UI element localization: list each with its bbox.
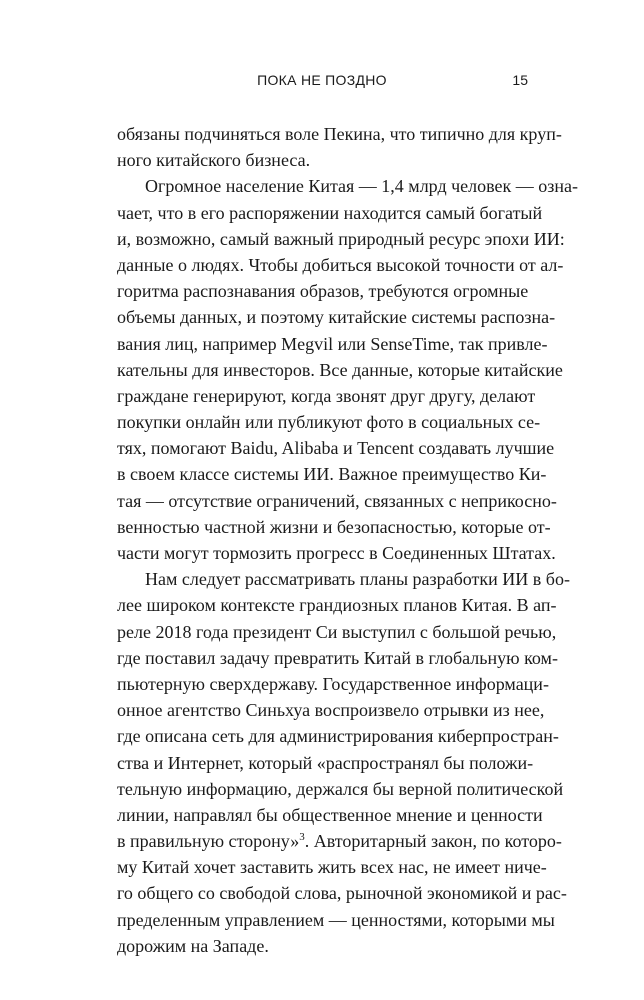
footnote-marker: 3 <box>299 831 305 844</box>
page-header <box>0 72 644 94</box>
text-line: пьютерную сверхдержаву. Государственное информаци- <box>117 673 549 694</box>
running-title: ПОКА НЕ ПОЗДНО <box>257 72 387 88</box>
text-line: лее широком контексте грандиозных планов Китая. В ап- <box>117 595 557 616</box>
text-line: и, возможно, самый важный природный ресурс эпохи ИИ: <box>117 228 565 249</box>
text-line: реле 2018 года президент Си выступил с большой речью, <box>117 621 557 642</box>
text-fragment: . Авторитарный закон, по которо- <box>304 831 562 852</box>
text-line: Огромное население Китая — 1,4 млрд человек — озна- <box>145 176 578 197</box>
text-line: граждане генерируют, когда звонят друг другу, делают <box>117 385 536 406</box>
text-line: горитма распознавания образов, требуются огромные <box>117 281 529 302</box>
text-line: где описана сеть для администрирования киберпростран- <box>117 726 559 747</box>
text-line: дорожим на Западе. <box>117 935 269 956</box>
text-line: венностью частной жизни и безопасностью, которые от- <box>117 516 551 537</box>
text-line: тельную информацию, держался бы верной политической <box>117 778 564 799</box>
text-line: вания лиц, например Megvil или SenseTime, так привле- <box>117 333 548 354</box>
page-number: 15 <box>512 72 528 88</box>
text-line: кательны для инвесторов. Все данные, которые китайские <box>117 359 563 380</box>
text-line: пределенным управлением — ценностями, которыми мы <box>117 909 555 930</box>
text-line: го общего со свободой слова, рыночной экономикой и рас- <box>117 883 567 904</box>
text-line: части могут тормозить прогресс в Соединенных Штатах. <box>117 543 556 563</box>
text-line: линии, направлял бы общественное мнение и ценности <box>117 804 543 825</box>
text-line: му Китай хочет заставить жить всех нас, не имеет ниче- <box>117 857 547 878</box>
text-line: тая — отсутствие ограничений, связанных с неприкосно- <box>117 490 557 511</box>
text-line: обязаны подчиняться воле Пекина, что типично для круп- <box>117 124 562 144</box>
text-line: онное агентство Синьхуа воспроизвело отрывки из нее, <box>117 700 545 721</box>
text-line: покупки онлайн или публикуют фото в социальных се- <box>117 412 541 433</box>
text-line: в своем классе системы ИИ. Важное преимущество Ки- <box>117 464 547 485</box>
text-line: объемы данных, и поэтому китайские системы распозна- <box>117 307 556 328</box>
text-line: ства и Интернет, который «распространял бы положи- <box>117 752 534 773</box>
text-line: Нам следует рассматривать планы разработки ИИ в бо- <box>145 569 570 590</box>
text-fragment: в правильную сторону» <box>117 831 300 852</box>
text-line-with-footnote <box>117 828 562 854</box>
body-text <box>117 121 578 959</box>
text-line: ного китайского бизнеса. <box>117 150 311 171</box>
text-line: данные о людях. Чтобы добиться высокой точности от ал- <box>117 254 564 275</box>
text-line: тях, помогают Baidu, Alibaba и Tencent создавать лучшие <box>117 438 555 459</box>
text-fragment <box>117 828 562 854</box>
text-line: чает, что в его распоряжении находится самый богатый <box>117 202 543 223</box>
text-line: где поставил задачу превратить Китай в глобальную ком- <box>117 647 558 668</box>
